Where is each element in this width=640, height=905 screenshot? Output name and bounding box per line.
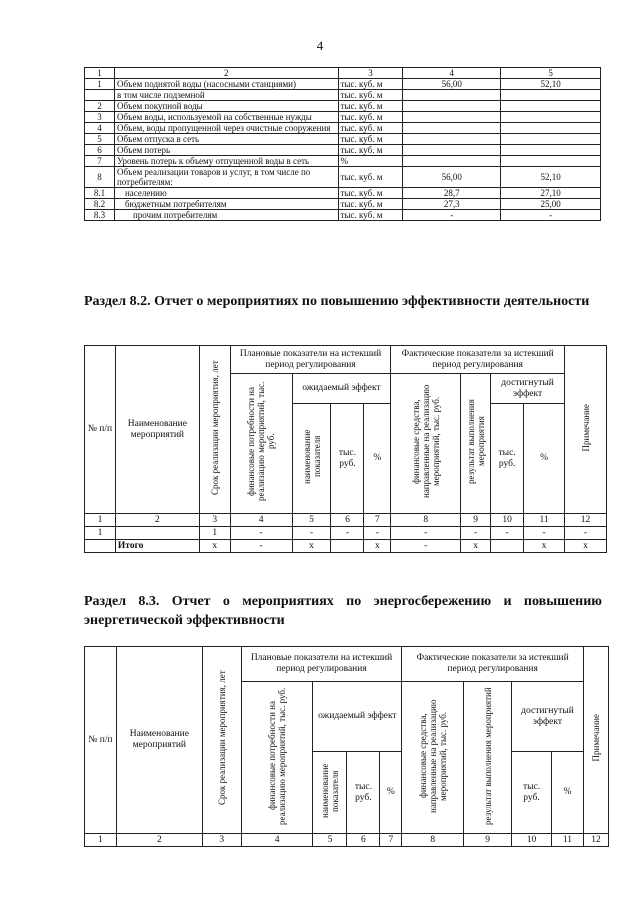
fact-fin-header: финансовые средства, направленные на реализацию мероприятий, тыс. руб. bbox=[402, 682, 464, 834]
efficiency-measures-table bbox=[84, 345, 607, 553]
table-row bbox=[85, 134, 601, 145]
expected-effect-header: ожидаемый эффект bbox=[313, 682, 402, 752]
column-number-cell: 4 bbox=[230, 514, 292, 527]
row-unit: тыс. куб. м bbox=[338, 167, 403, 188]
row-unit: тыс. куб. м bbox=[338, 90, 403, 101]
table-row bbox=[85, 167, 601, 188]
row-name: Объем воды, используемой на собственные нужды bbox=[114, 112, 338, 123]
row-value-col5 bbox=[501, 101, 601, 112]
achieved-effect-header: достигнутый эффект bbox=[491, 374, 565, 404]
row-name: Объем, воды пропущенной через очистные сооружения bbox=[114, 123, 338, 134]
row-value-col4: 56,00 bbox=[403, 167, 501, 188]
col-num-header: № п/п bbox=[85, 346, 116, 514]
row-value-col5: 25,00 bbox=[501, 199, 601, 210]
row-unit: тыс. куб. м bbox=[338, 199, 403, 210]
col-note-header: Примечание bbox=[565, 346, 607, 514]
header-cell: 2 bbox=[114, 68, 338, 79]
table-header-row bbox=[85, 68, 601, 79]
column-number-cell: 10 bbox=[512, 834, 552, 847]
achieved-pct-header: % bbox=[524, 404, 565, 514]
row-unit: тыс. куб. м bbox=[338, 210, 403, 221]
row-number: 8.1 bbox=[85, 188, 115, 199]
table-cell bbox=[115, 527, 199, 540]
row-unit: тыс. куб. м bbox=[338, 112, 403, 123]
row-name: бюджетным потребителям bbox=[114, 199, 338, 210]
plan-header: Плановые показатели на истекший период регулирования bbox=[230, 346, 391, 374]
achieved-rub-header: тыс. руб. bbox=[512, 752, 552, 834]
fact-header: Фактические показатели за истекший период регулирования bbox=[391, 346, 565, 374]
table-cell: - bbox=[391, 527, 461, 540]
fact-header: Фактические показатели за истекший период регулирования bbox=[402, 647, 584, 682]
row-value-col4: - bbox=[403, 210, 501, 221]
total-row bbox=[85, 540, 607, 553]
col-note-header: Примечание bbox=[583, 647, 608, 834]
fact-result-header: результат выполнения мероприятий bbox=[464, 682, 512, 834]
expected-pct-header: % bbox=[380, 752, 402, 834]
table-row bbox=[85, 199, 601, 210]
table-cell: - bbox=[230, 540, 292, 553]
table-cell bbox=[85, 540, 116, 553]
table-cell: х bbox=[461, 540, 491, 553]
table-cell: - bbox=[565, 527, 607, 540]
row-value-col4 bbox=[403, 112, 501, 123]
page-number: 4 bbox=[316, 38, 324, 53]
column-number-cell: 1 bbox=[85, 834, 117, 847]
row-unit: тыс. куб. м bbox=[338, 101, 403, 112]
section-8-2-heading: Раздел 8.2. Отчет о мероприятиях по повышению эффективности деятельности bbox=[84, 294, 590, 309]
plan-header: Плановые показатели на истекший период регулирования bbox=[241, 647, 402, 682]
column-number-cell: 3 bbox=[202, 834, 241, 847]
column-number-cell: 7 bbox=[364, 514, 391, 527]
table-cell bbox=[491, 540, 524, 553]
row-number: 5 bbox=[85, 134, 115, 145]
row-value-col5: 52,10 bbox=[501, 167, 601, 188]
row-value-col4 bbox=[403, 145, 501, 156]
row-value-col5: 52,10 bbox=[501, 79, 601, 90]
plan-fin-header: финансовые потребности на реализацию мероприятий, тыс. руб. bbox=[241, 682, 313, 834]
column-numbers-row bbox=[85, 834, 609, 847]
row-number: 8.3 bbox=[85, 210, 115, 221]
row-value-col5: - bbox=[501, 210, 601, 221]
row-number: 8.2 bbox=[85, 199, 115, 210]
table-row bbox=[85, 145, 601, 156]
row-value-col4 bbox=[403, 134, 501, 145]
column-number-cell: 9 bbox=[464, 834, 512, 847]
table-cell: х bbox=[364, 540, 391, 553]
col-name-header: Наименование мероприятий bbox=[116, 647, 202, 834]
table-cell: х bbox=[292, 540, 331, 553]
row-unit: тыс. куб. м bbox=[338, 123, 403, 134]
row-value-col4: 27,3 bbox=[403, 199, 501, 210]
row-value-col4 bbox=[403, 156, 501, 167]
table-cell: - bbox=[292, 527, 331, 540]
col-term-header: Срок реализации мероприятия, лет bbox=[199, 346, 230, 514]
table-cell: - bbox=[331, 527, 364, 540]
table-cell: - bbox=[491, 527, 524, 540]
row-value-col5 bbox=[501, 134, 601, 145]
column-number-cell: 2 bbox=[116, 834, 202, 847]
table-cell: - bbox=[364, 527, 391, 540]
row-name: Объем отпуска в сеть bbox=[114, 134, 338, 145]
table-row bbox=[85, 527, 607, 540]
table-row bbox=[85, 156, 601, 167]
row-value-col4 bbox=[403, 90, 501, 101]
column-number-cell: 7 bbox=[380, 834, 402, 847]
row-value-col5 bbox=[501, 123, 601, 134]
header-cell: 4 bbox=[403, 68, 501, 79]
row-unit: тыс. куб. м bbox=[338, 79, 403, 90]
water-volume-table bbox=[84, 67, 601, 221]
row-name: Объем реализации товаров и услуг, в том числе по потребителям: bbox=[114, 167, 338, 188]
col-num-header: № п/п bbox=[85, 647, 117, 834]
row-unit: % bbox=[338, 156, 403, 167]
plan-fin-header: финансовые потребности на реализацию мероприятий, тыс. руб. bbox=[230, 374, 292, 514]
row-value-col5 bbox=[501, 112, 601, 123]
row-unit: тыс. куб. м bbox=[338, 134, 403, 145]
table-cell: х bbox=[199, 540, 230, 553]
column-number-cell: 12 bbox=[583, 834, 608, 847]
col-term-header: Срок реализации мероприятия, лет bbox=[202, 647, 241, 834]
table-row bbox=[85, 90, 601, 101]
column-number-cell: 10 bbox=[491, 514, 524, 527]
achieved-effect-header: достигнутый эффект bbox=[512, 682, 584, 752]
column-number-cell: 9 bbox=[461, 514, 491, 527]
fact-result-header: результат выполнения мероприятия bbox=[461, 374, 491, 514]
expected-name-header: наименование показателя bbox=[313, 752, 347, 834]
row-unit: тыс. куб. м bbox=[338, 188, 403, 199]
energy-saving-measures-table bbox=[84, 646, 609, 847]
table-row bbox=[85, 101, 601, 112]
row-number: 3 bbox=[85, 112, 115, 123]
row-name: Объем покупной воды bbox=[114, 101, 338, 112]
table-row bbox=[85, 210, 601, 221]
row-value-col5 bbox=[501, 90, 601, 101]
row-number: 4 bbox=[85, 123, 115, 134]
expected-pct-header: % bbox=[364, 404, 391, 514]
row-value-col5: 27,10 bbox=[501, 188, 601, 199]
table-cell: - bbox=[524, 527, 565, 540]
table-cell: - bbox=[391, 540, 461, 553]
column-number-cell: 8 bbox=[391, 514, 461, 527]
column-number-cell: 4 bbox=[241, 834, 313, 847]
column-number-cell: 5 bbox=[292, 514, 331, 527]
table-cell bbox=[331, 540, 364, 553]
row-value-col5 bbox=[501, 145, 601, 156]
expected-rub-header: тыс. руб. bbox=[331, 404, 364, 514]
column-number-cell: 3 bbox=[199, 514, 230, 527]
row-name: населению bbox=[114, 188, 338, 199]
header-cell: 3 bbox=[338, 68, 403, 79]
column-number-cell: 6 bbox=[347, 834, 380, 847]
row-name: Уровень потерь к объему отпущенной воды в сеть bbox=[114, 156, 338, 167]
row-value-col4: 28,7 bbox=[403, 188, 501, 199]
header-cell: 5 bbox=[501, 68, 601, 79]
section-8-3-heading: Раздел 8.3. Отчет о мероприятиях по энергосбережению и повышению энергетической эффективности bbox=[84, 594, 602, 628]
row-name: прочим потребителям bbox=[114, 210, 338, 221]
column-numbers-row bbox=[85, 514, 607, 527]
row-number: 1 bbox=[85, 79, 115, 90]
col-name-header: Наименование мероприятий bbox=[115, 346, 199, 514]
column-number-cell: 11 bbox=[524, 514, 565, 527]
achieved-pct-header: % bbox=[551, 752, 583, 834]
table-row bbox=[85, 123, 601, 134]
table-cell: - bbox=[230, 527, 292, 540]
column-number-cell: 5 bbox=[313, 834, 347, 847]
achieved-rub-header: тыс. руб. bbox=[491, 404, 524, 514]
row-unit: тыс. куб. м bbox=[338, 145, 403, 156]
table-cell: х bbox=[524, 540, 565, 553]
column-number-cell: 8 bbox=[402, 834, 464, 847]
column-number-cell: 12 bbox=[565, 514, 607, 527]
column-number-cell: 1 bbox=[85, 514, 116, 527]
expected-rub-header: тыс. руб. bbox=[347, 752, 380, 834]
expected-effect-header: ожидаемый эффект bbox=[292, 374, 391, 404]
row-number: 2 bbox=[85, 101, 115, 112]
table-row bbox=[85, 112, 601, 123]
table-cell: 1 bbox=[85, 527, 116, 540]
row-name: Объем потерь bbox=[114, 145, 338, 156]
table-cell: Итого bbox=[115, 540, 199, 553]
row-number bbox=[85, 90, 115, 101]
table-cell: - bbox=[461, 527, 491, 540]
table-row bbox=[85, 79, 601, 90]
table-row bbox=[85, 188, 601, 199]
table-cell: х bbox=[565, 540, 607, 553]
header-cell: 1 bbox=[85, 68, 115, 79]
row-value-col4: 56,00 bbox=[403, 79, 501, 90]
expected-name-header: наименование показателя bbox=[292, 404, 331, 514]
row-name: в том числе подземной bbox=[114, 90, 338, 101]
fact-fin-header: финансовые средства, направленные на реализацию мероприятий, тыс. руб. bbox=[391, 374, 461, 514]
row-number: 7 bbox=[85, 156, 115, 167]
row-number: 6 bbox=[85, 145, 115, 156]
column-number-cell: 6 bbox=[331, 514, 364, 527]
row-number: 8 bbox=[85, 167, 115, 188]
row-value-col5 bbox=[501, 156, 601, 167]
table-cell: 1 bbox=[199, 527, 230, 540]
column-number-cell: 2 bbox=[115, 514, 199, 527]
column-number-cell: 11 bbox=[551, 834, 583, 847]
row-value-col4 bbox=[403, 101, 501, 112]
row-value-col4 bbox=[403, 123, 501, 134]
row-name: Объем поднятой воды (насосными станциями) bbox=[114, 79, 338, 90]
